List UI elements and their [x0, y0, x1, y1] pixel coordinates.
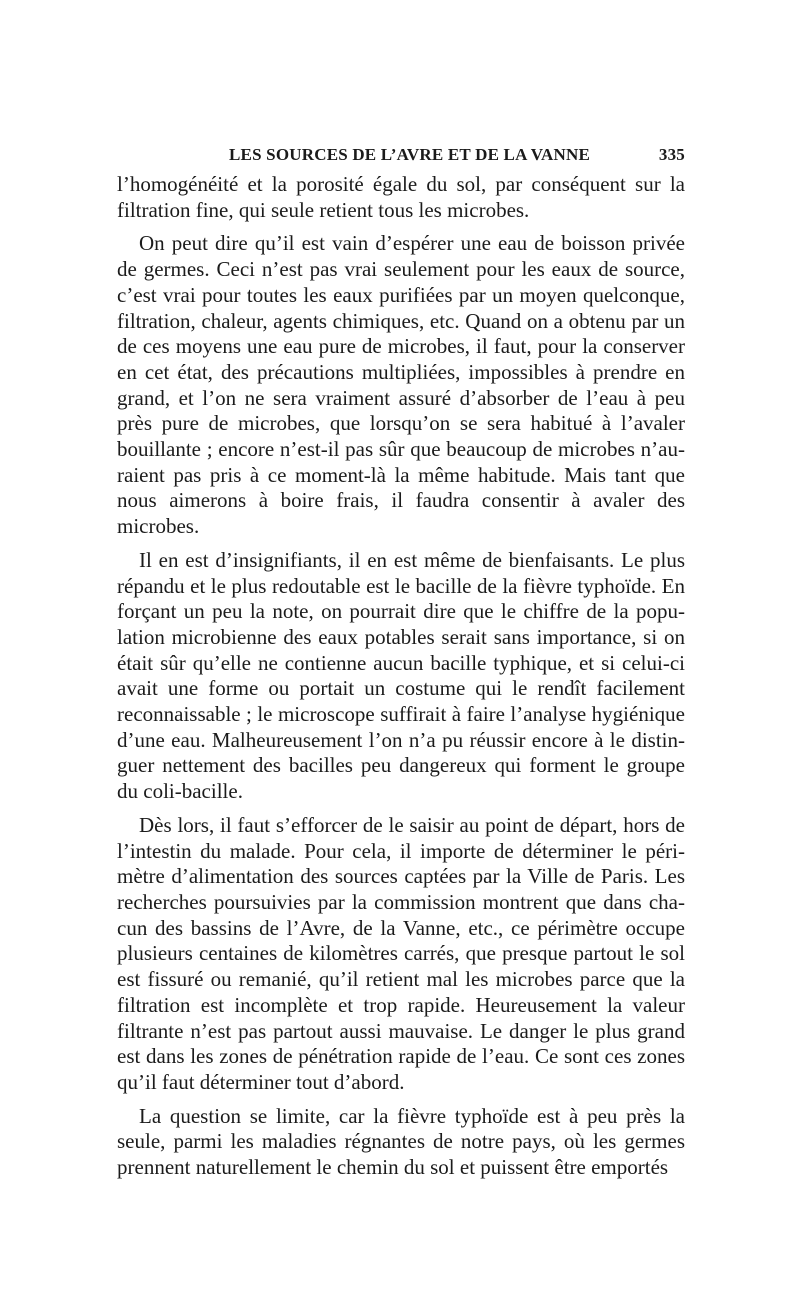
- running-head: [117, 145, 685, 169]
- paragraph: On peut dire qu’il est vain d’espérer une eau de boisson privée de germes. Ceci n’est pas vrai seulement pour les eaux de source, c’est vrai pour toutes les eaux purifiées par un moyen quelconque, filtration, chaleur, agents chimiques, etc. Quand on a obtenu par un de ces moyens une eau pure de microbes, il faut, pour la conserver en cet état, des précautions multipliées, impossibles à prendre en grand, et l’on ne sera vraiment assuré d’absorber de l’eau à peu près pure de microbes, que lorsqu’on se sera habitué à l’avaler bouillante ; encore n’est-il pas sûr que beaucoup de microbes n’auraient pas pris à ce moment-là la même habitude. Mais tant que nous aimerons à boire frais, il faudra consentir à avaler des microbes.: [117, 231, 685, 539]
- paragraph: Dès lors, il faut s’efforcer de le saisir au point de départ, hors de l’intestin du malade. Pour cela, il importe de déterminer le périmètre d’alimentation des sources captées par la Ville de Paris. Les recherches poursuivies par la commission montrent que dans chacun des bassins de l’Avre, de la Vanne, etc., ce périmètre occupe plusieurs centaines de kilomètres carrés, que presque partout le sol est fissuré ou remanié, qu’il retient mal les microbes parce que la filtration est incomplète et trop rapide. Heureusement la valeur filtrante n’est pas partout aussi mauvaise. Le danger le plus grand est dans les zones de pénétration rapide de l’eau. Ce sont ces zones qu’il faut déterminer tout d’abord.: [117, 812, 685, 1094]
- body-text: [117, 172, 685, 1189]
- page-number: 335: [658, 145, 685, 164]
- paragraph: La question se limite, car la fièvre typhoïde est à peu près la seule, parmi les maladies régnantes de notre pays, où les germes prennent naturellement le chemin du sol et puissent être emportés: [117, 1103, 685, 1180]
- running-title: LES SOURCES DE L’AVRE ET DE LA VANNE: [229, 145, 591, 164]
- paragraph: Il en est d’insignifiants, il en est même de bienfaisants. Le plus répandu et le plus redoutable est le bacille de la fièvre typhoïde. En forçant un peu la note, on pourrait dire que le chiffre de la population microbienne des eaux potables serait sans importance, si on était sûr qu’elle ne contienne aucun bacille typhique, et si celui-ci avait une forme ou portait un costume qui le rendît facilement reconnaissable ; le microscope suffirait à faire l’analyse hygiénique d’une eau. Malheureusement l’on n’a pu réussir encore à le distinguer nettement des bacilles peu dangereux qui forment le groupe du coli-bacille.: [117, 547, 685, 804]
- paragraph-continuation: l’homogénéité et la porosité égale du sol, par conséquent sur la filtration fine, qui seule retient tous les microbes.: [117, 172, 685, 222]
